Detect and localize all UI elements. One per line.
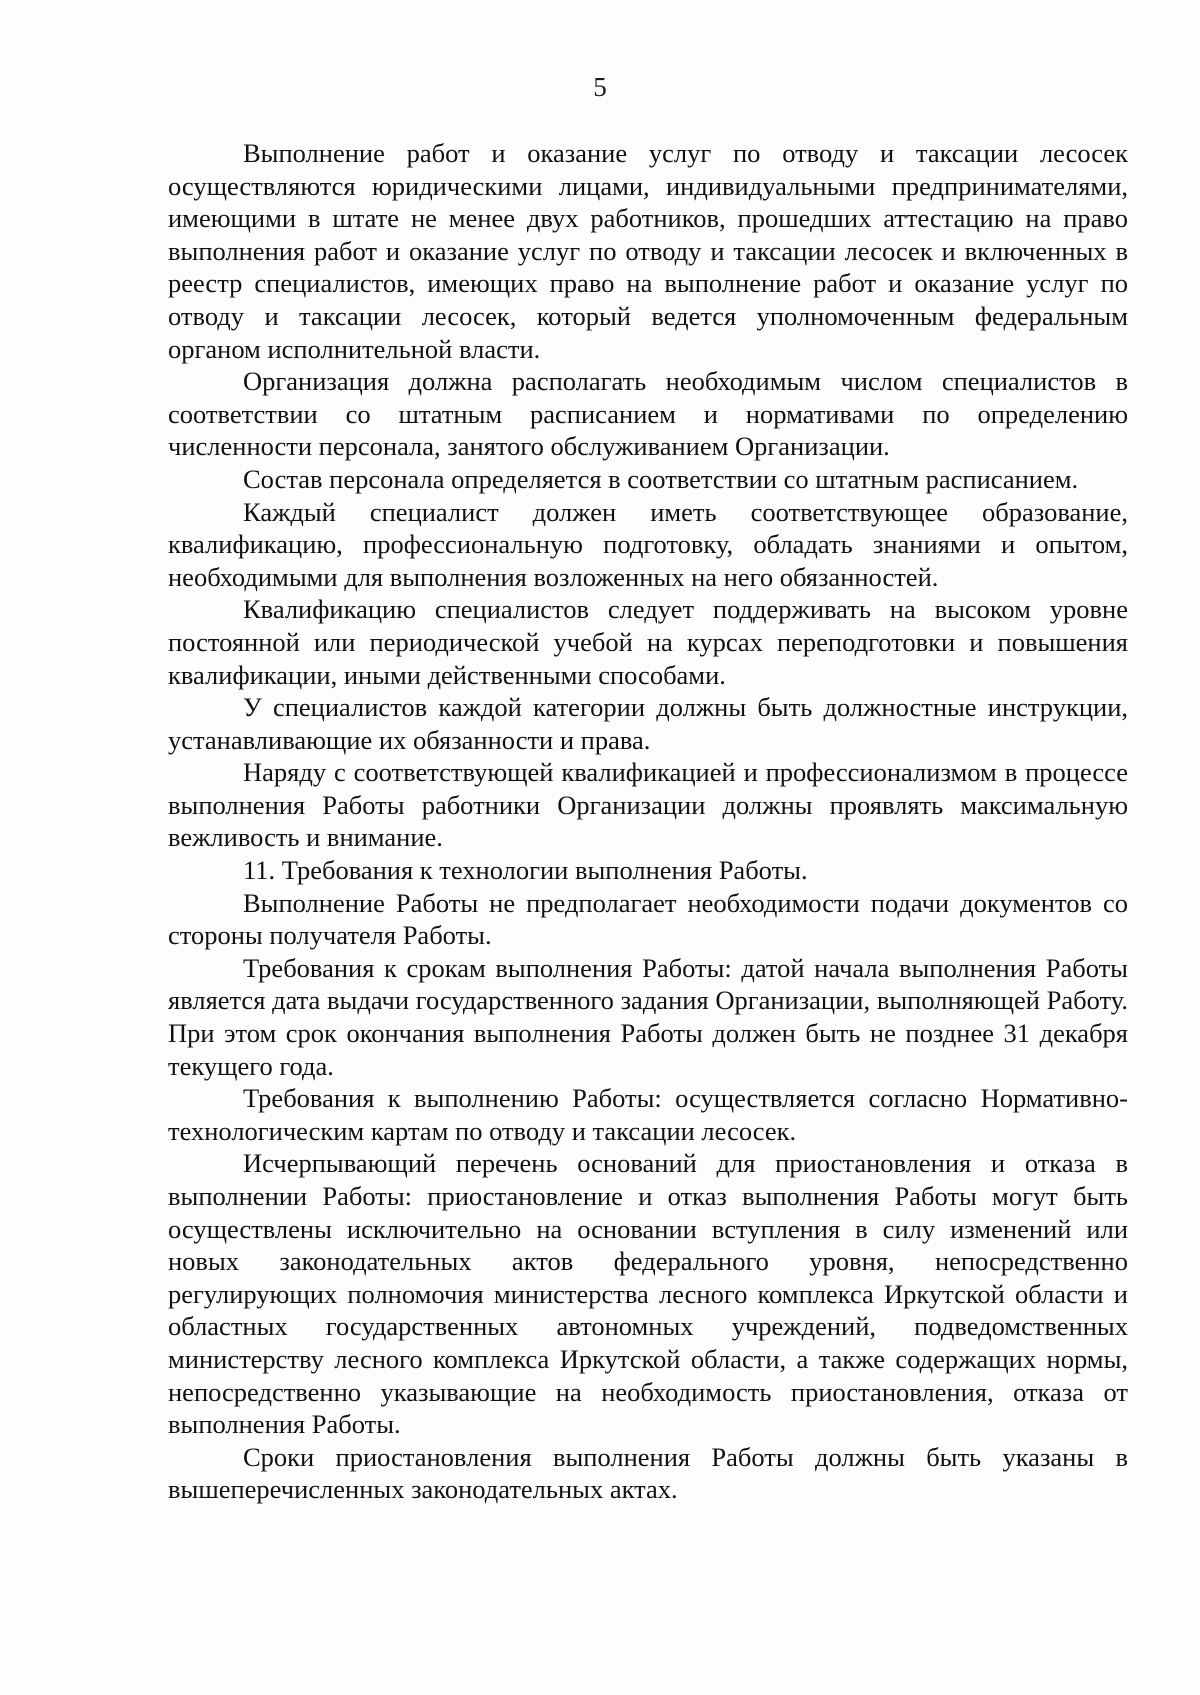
page-number: 5: [593, 72, 607, 102]
paragraph-execution-requirements: Требования к выполнению Работы: осуществляется согласно Нормативно-технологическим картам по отводу и таксации лесосек.: [168, 1083, 1128, 1146]
paragraph-courtesy: Наряду с соответствующей квалификацией и профессионализмом в процессе выполнения Работы работники Организации должны проявлять максимальную вежливость и внимание.: [168, 757, 1128, 853]
paragraph-suspension-terms: Сроки приостановления выполнения Работы должны быть указаны в вышеперечисленных законодательных актах.: [168, 1441, 1128, 1505]
document-body: [168, 137, 1128, 1506]
paragraph-staffing: Организация должна располагать необходимым числом специалистов в соответствии со штатным расписанием и нормативами по определению численности персонала, занятого обслуживанием Организации.: [168, 366, 1128, 462]
paragraph-contractor-requirements: Выполнение работ и оказание услуг по отводу и таксации лесосек осуществляются юридическими лицами, индивидуальными предпринимателями, имеющими в штате не менее двух работников, прошедших аттестацию на право выполнения работ и оказание услуг по отводу и таксации лесосек и включенных в реестр специалистов, имеющих право на выполнение работ и оказание услуг по отводу и таксации лесосек, который ведется уполномоченным федеральным органом исполнительной власти.: [168, 138, 1128, 364]
paragraph-specialist-education: Каждый специалист должен иметь соответствующее образование, квалификацию, профессиональную подготовку, обладать знаниями и опытом, необходимыми для выполнения возложенных на него обязанностей.: [168, 496, 1128, 592]
paragraph-qualification-maintenance: Квалификацию специалистов следует поддерживать на высоком уровне постоянной или периодической учебой на курсах переподготовки и повышения квалификации, иными действенными способами.: [168, 594, 1128, 690]
paragraph-suspension-grounds: Исчерпывающий перечень оснований для приостановления и отказа в выполнении Работы: приостановление и отказ выполнения Работы могут быть осуществлены исключительно на основании вступления в силу изменений или новых законодательных актов федерального уровня, непосредственно регулирующих полномочия министерства лесного комплекса Иркутской области и областных государственных автономных учреждений, подведомственных министерству лесного комплекса Иркутской области, а также содержащих нормы, непосредственно указывающие на необходимость приостановления, отказа от выполнения Работы.: [168, 1148, 1128, 1440]
section-heading-technology-requirements: 11. Требования к технологии выполнения Работы.: [243, 855, 808, 886]
paragraph-no-documents: Выполнение Работы не предполагает необходимости подачи документов со стороны получателя Работы.: [168, 887, 1128, 951]
paragraph-staff-composition: Состав персонала определяется в соответствии со штатным расписанием.: [243, 463, 1079, 494]
paragraph-job-instructions: У специалистов каждой категории должны быть должностные инструкции, устанавливающие их обязанности и права.: [168, 692, 1128, 755]
paragraph-deadlines: Требования к срокам выполнения Работы: датой начала выполнения Работы является дата выдачи государственного задания Организации, выполняющей Работу. При этом срок окончания выполнения Работы должен быть не позднее 31 декабря текущего года.: [168, 952, 1128, 1081]
